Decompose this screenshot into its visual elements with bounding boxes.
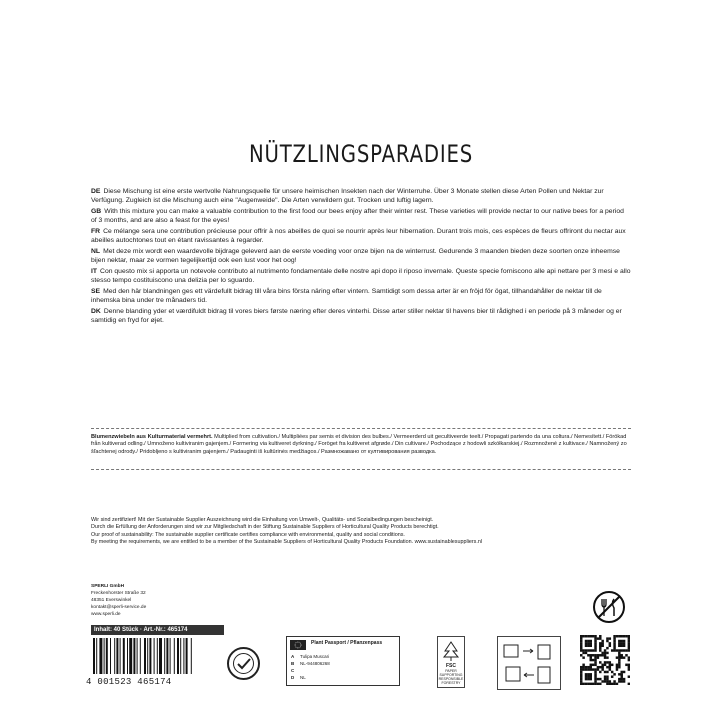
- recycling-icon: [498, 637, 560, 689]
- paragraph-dk: DK Denne blanding yder et værdifuldt bidrag til vores biers første næring efter deres vinterhi. Disse arter stiller nektar til havens bier til rådighed i en periode på 3 måneder og er samtidig en fryd for øjet.: [91, 308, 622, 324]
- divider-top: [91, 428, 631, 429]
- plant-passport: Plant Passport / Pflanzenpass A Tulipa Muscari B NL-944806268 C D NL: [286, 636, 400, 686]
- barcode-number: 4 001523 465174: [86, 677, 172, 687]
- recycling-info: [497, 636, 561, 690]
- description-block: [91, 188, 631, 328]
- company-address: SPERLI GmbH Freckenhorster Straße 32 48351 Everswinkel kontakt@sperli-service.de www.sperli.de: [91, 584, 147, 617]
- not-for-consumption-icon: [592, 590, 626, 624]
- passport-row-b: B NL-944806268: [291, 661, 330, 666]
- fsc-tree-icon: [441, 640, 461, 662]
- paragraph-gb: GB With this mixture you can make a valuable contribution to the first food our bees enjoy after their winter rest. These varieties will provide nectar to our native bees for a period of 3 months, and are also a feast for the eyes!: [91, 208, 624, 224]
- paragraph-it: IT Con questo mix si apporta un notevole contributo al nutrimento fondamentale delle nostre api dopo il riposo invernale. Queste specie forniscono alle api nettare per 3 mesi e allo stesso tempo costituiscono una delizia per lo sguardo.: [91, 268, 631, 284]
- paragraph-se: SE Med den här blandningen ges ett värdefullt bidrag till våra bins första näring efter vintern. Samtidigt som dessa arter är en fröjd för ögat, tillhandahåller de nektar till de inhemska bina under tre månaders tid.: [91, 288, 602, 304]
- certification-text: Wir sind zertifiziert! Mit der Sustainable Supplier Auszeichnung wird die Einhaltung von Umwelt-, Qualitäts- und Sozialbedingungen bescheinigt. Durch die Erfüllung der Anforderungen sind wir zur Mitgliedschaft in der Stiftung Sustainable Suppliers of Horticultural Quality Products berechtigt. Our proof of sustainability: The sustainable supplier certificate certifies compliance with environmental, quality and social conditions. By meeting the requirements, we are entitled to be a member of the Sustainable Suppliers of Horticultural Quality Products Foundation. www.sustainablesuppliers.nl: [91, 517, 483, 546]
- paragraph-de: DE Diese Mischung ist eine erste wertvolle Nahrungsquelle für unsere heimischen Insekten nach der Winterruhe. Über 3 Monate stellen diese Arten Pollen und Nektar zur Verfügung. Zugleich ist die Mischung auch eine "Augenweide". Die Arten verwildern gut. Trocken und luftig lagern.: [91, 188, 604, 204]
- passport-row-d: D NL: [291, 675, 306, 680]
- passport-row-a: A Tulipa Muscari: [291, 654, 330, 659]
- barcode: [91, 638, 224, 676]
- bulb-note: Blumenzwiebeln aus Kulturmaterial vermehrt. Multiplied from cultivation./ Multipliées par semis et division des bulbes./ Vermeerderd uit gecultiveerde teelt./ Propagati partendo da una coltura./ Nemesített./ Förökad från kultiverad odling./ Umnoženo kultiviranim gajenjem./ Formering via kultiveret dyrkning./ Foröget fra kultiveret afgrøde./ Din cultivare./ Pochodzące z hodowli szkółkarskiej./ Rozmnožené z kultivace./ Namnožený zo šľachtenej odrody./ Pridobljeno s kultiviranim gajenjem./ Padauginti iš kultūrinės medžiagos./ Размножавано от култивирования разводка.: [91, 434, 627, 455]
- eu-flag-icon: [290, 640, 306, 650]
- passport-row-c: C: [291, 668, 295, 673]
- page-title: NÜTZLINGSPARADIES: [248, 140, 474, 168]
- qr-code-icon: [580, 635, 630, 685]
- fsc-label: FSC PAPER SUPPORTING RESPONSIBLE FORESTRY: [437, 636, 465, 688]
- paragraph-fr: FR Ce mélange sera une contribution précieuse pour offrir à nos abeilles de quoi se nourrir après leur hibernation. Durant trois mois, ces espèces de fleurs offriront du nectar aux abeilles autochtones tout en étant ravissantes à regarder.: [91, 228, 626, 244]
- divider-bottom: [91, 469, 631, 470]
- sustainable-supplier-icon: [227, 647, 260, 680]
- paragraph-nl: NL Met deze mix wordt een waardevolle bijdrage geleverd aan de eerste voeding voor onze bijen na de winterrust. Gedurende 3 maanden bieden deze soorten onze inheemse bijen nektar, maar ze vormen tegelijkertijd ook een lust voor het oog!: [91, 248, 620, 264]
- content-article-bar: Inhalt: 40 Stück · Art.-Nr.: 465174: [91, 625, 224, 635]
